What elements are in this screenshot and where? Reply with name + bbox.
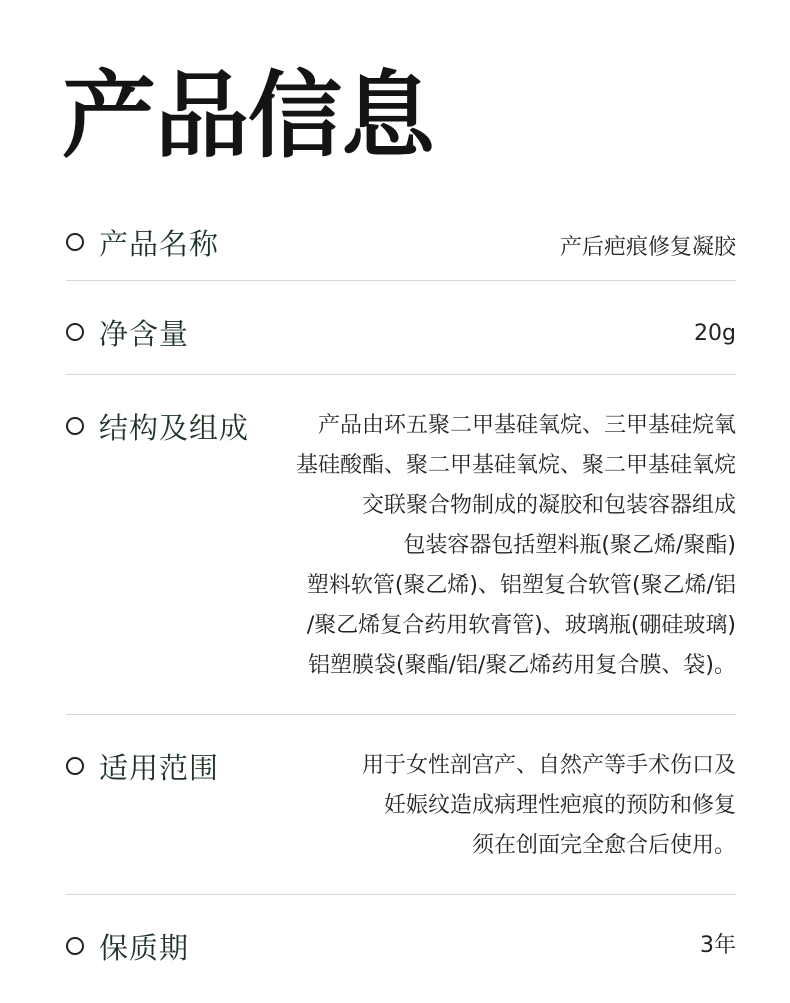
circle-bullet-icon (66, 233, 84, 251)
value-line: 20g (694, 321, 736, 346)
value-line: 妊娠纹造成病理性疤痕的预防和修复 (383, 793, 736, 818)
row-label (66, 926, 189, 966)
label-net-content: 净含量 (99, 316, 190, 351)
value-line: 包装容器包括塑料瓶(聚乙烯/聚酯) (403, 533, 736, 558)
circle-bullet-icon (66, 757, 84, 775)
info-row-scope (66, 746, 736, 866)
info-row-composition (66, 406, 736, 686)
divider (66, 714, 736, 715)
row-label (66, 312, 189, 352)
value-line: 须在创面完全愈合后使用。 (471, 833, 736, 858)
value-line: /聚乙烯复合药用软膏管)、玻璃瓶(硼硅玻璃) (306, 613, 736, 638)
value-line: 3年 (700, 933, 736, 958)
value-net-content (694, 314, 736, 354)
value-composition (296, 406, 736, 686)
info-row-shelf-life (66, 926, 736, 966)
info-row-product-name (66, 222, 736, 262)
circle-bullet-icon (66, 417, 84, 435)
info-row-net-content (66, 312, 736, 352)
value-line: 塑料软管(聚乙烯)、铝塑复合软管(聚乙烯/铝 (306, 573, 736, 598)
circle-bullet-icon (66, 937, 84, 955)
row-label (66, 222, 219, 262)
row-label (66, 406, 249, 446)
value-line: 基硅酸酯、聚二甲基硅氧烷、聚二甲基硅氧烷 (295, 453, 736, 478)
circle-bullet-icon (66, 323, 84, 341)
value-line: 交联聚合物制成的凝胶和包装容器组成 (361, 493, 736, 518)
value-product-name (560, 228, 736, 268)
value-line: 用于女性剖宫产、自然产等手术伤口及 (361, 753, 736, 778)
label-shelf-life: 保质期 (99, 930, 190, 965)
label-scope: 适用范围 (99, 750, 220, 785)
value-scope (362, 746, 736, 866)
value-line: 产后疤痕修复凝胶 (559, 235, 736, 260)
value-line: 产品由环五聚二甲基硅氧烷、三甲基硅烷氧 (317, 413, 736, 438)
label-product-name: 产品名称 (99, 226, 220, 261)
page-title: 产品信息 (62, 62, 435, 171)
value-line: 铝塑膜袋(聚酯/铝/聚乙烯药用复合膜、袋)。 (308, 653, 736, 678)
value-shelf-life (700, 926, 736, 966)
divider (66, 374, 736, 375)
divider (66, 280, 736, 281)
row-label (66, 746, 219, 786)
label-composition: 结构及组成 (99, 410, 250, 445)
divider (66, 894, 736, 895)
